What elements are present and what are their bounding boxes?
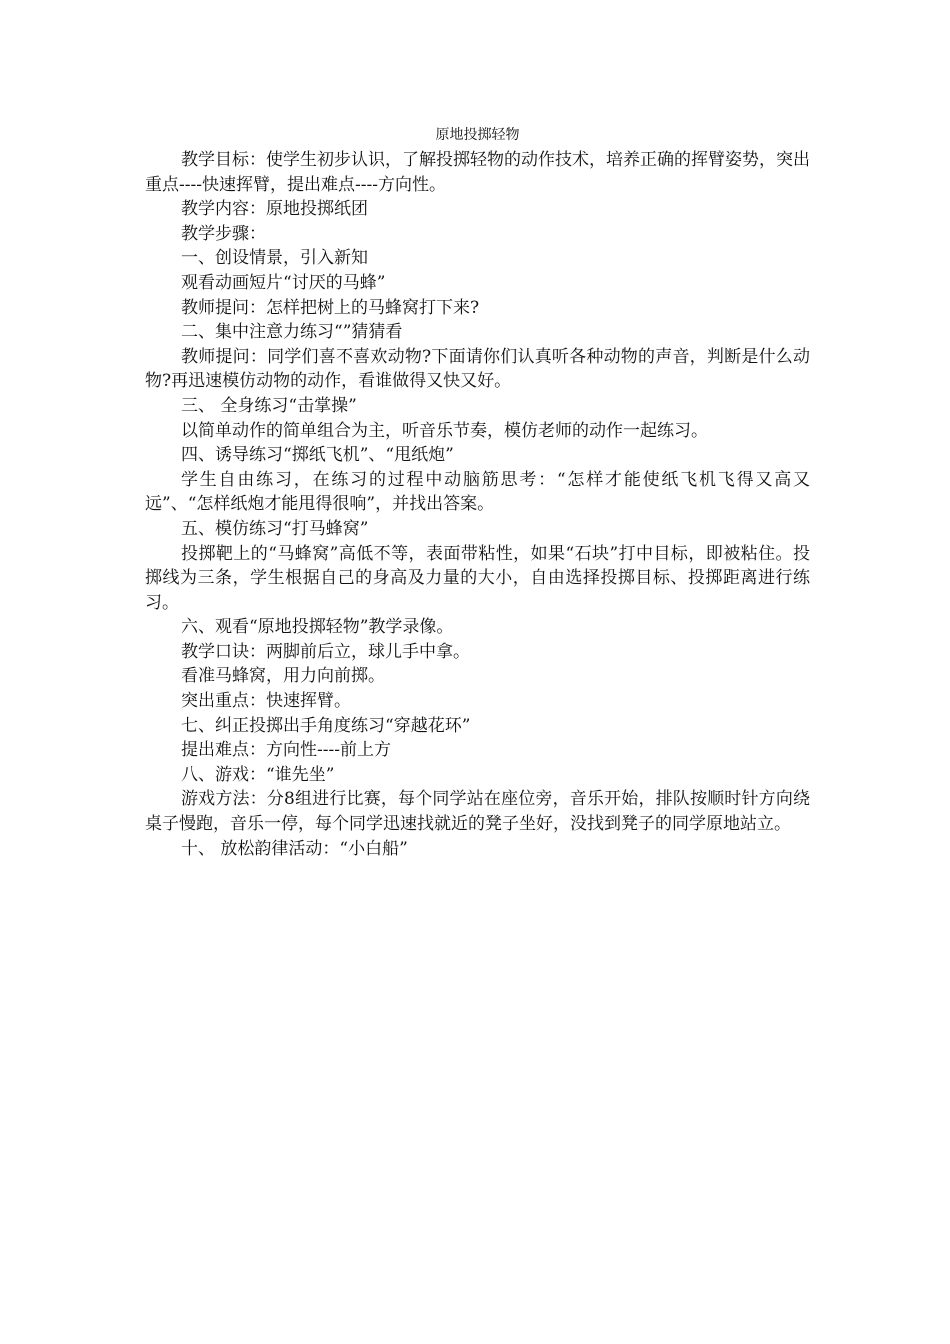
- step-8-heading: 八、游戏：“谁先坐”: [181, 764, 335, 785]
- document-body: [145, 122, 810, 861]
- paragraph: 突出重点：快速挥臂。: [181, 691, 351, 712]
- document-title: 原地投掷轻物: [435, 127, 520, 143]
- paragraph: 以简单动作的简单组合为主，听音乐节奏，模仿老师的动作一起练习。: [181, 420, 708, 441]
- step-3-heading: 三、 全身练习“击掌操”: [181, 395, 357, 416]
- paragraph: 教学口诀：两脚前后立，球儿手中拿。: [181, 641, 470, 662]
- paragraph-teaching-goal: 教学目标：使学生初步认识，了解投掷轻物的动作技术，培养正确的挥臂姿势，突出重点----快速挥臂，提出难点----方向性。: [145, 150, 810, 195]
- paragraph: 游戏方法：分8组进行比赛，每个同学站在座位旁，音乐开始，排队按顺时针方向绕桌子慢跑，音乐一停，每个同学迅速找就近的凳子坐好，没找到凳子的同学原地站立。: [145, 789, 810, 835]
- paragraph: 观看动画短片“讨厌的马蜂”: [181, 272, 386, 293]
- step-2-heading: 二、集中注意力练习“”猜猜看: [181, 322, 403, 343]
- paragraph: 看准马蜂窝，用力向前掷。: [181, 666, 385, 687]
- step-1-heading: 一、创设情景，引入新知: [181, 248, 368, 269]
- paragraph-teaching-steps: 教学步骤：: [181, 223, 266, 244]
- step-7-heading: 七、纠正投掷出手角度练习“穿越花环”: [181, 715, 471, 736]
- step-4-heading: 四、诱导练习“掷纸飞机”、“甩纸炮”: [181, 445, 454, 466]
- paragraph: 投掷靶上的“马蜂窝”高低不等，表面带粘性，如果“石块”打中目标，即被粘住。投掷线为三条，学生根据自己的身高及力量的大小，自由选择投掷目标、投掷距离进行练习。: [145, 543, 810, 613]
- step-10-heading: 十、 放松韵律活动：“小白船”: [181, 838, 408, 859]
- paragraph-teaching-content: 教学内容：原地投掷纸团: [181, 199, 368, 220]
- paragraph: 教师提问：怎样把树上的马蜂窝打下来?: [181, 297, 480, 318]
- paragraph: 教师提问：同学们喜不喜欢动物?下面请你们认真听各种动物的声音，判断是什么动物?再迅速模仿动物的动作，看谁做得又快又好。: [145, 346, 810, 392]
- step-5-heading: 五、模仿练习“打马蜂窝”: [181, 518, 369, 539]
- step-6-heading: 六、观看“原地投掷轻物”教学录像。: [181, 617, 454, 638]
- paragraph: 学生自由练习，在练习的过程中动脑筋思考：“怎样才能使纸飞机飞得又高又远”、“怎样纸炮才能甩得很响”，并找出答案。: [145, 469, 810, 515]
- paragraph: 提出难点：方向性----前上方: [181, 740, 391, 761]
